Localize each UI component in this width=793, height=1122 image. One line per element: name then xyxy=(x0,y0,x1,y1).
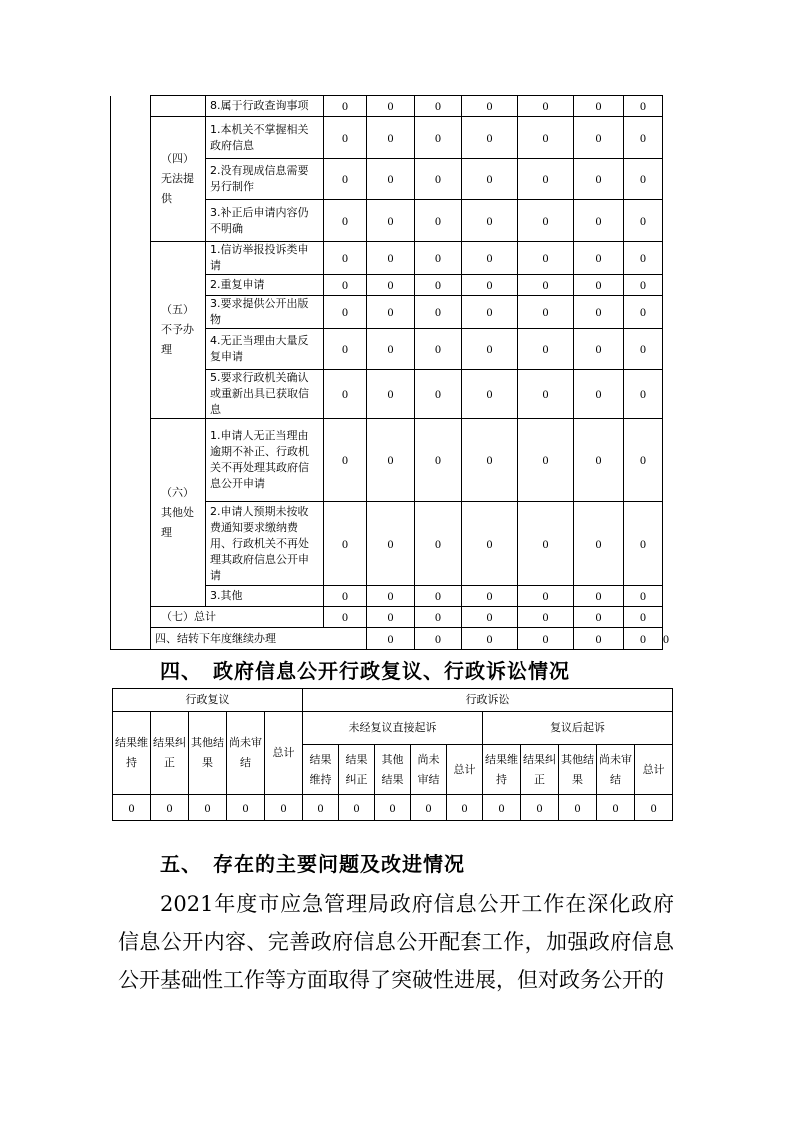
value-cell: 0 xyxy=(483,795,521,821)
value-cell: 0 xyxy=(624,117,663,159)
value-cell: 0 xyxy=(624,419,663,502)
value-cell: 0 xyxy=(367,419,415,502)
value-cell: 0 xyxy=(624,242,663,275)
value-cell: 0 xyxy=(624,370,663,419)
value-cell: 0 xyxy=(518,200,574,242)
carry-over-label: 四、结转下年度继续办理 xyxy=(151,628,367,650)
value-cell: 0 xyxy=(518,96,574,117)
value-cell: 0 xyxy=(415,586,462,607)
value-cell: 0 xyxy=(415,296,462,329)
value-cell: 0 xyxy=(574,502,624,586)
value-cell: 0 xyxy=(367,200,415,242)
direct-col-header: 结果纠正 xyxy=(339,745,375,795)
value-cell: 0 xyxy=(462,96,518,117)
value-cell: 0 xyxy=(518,370,574,419)
value-cell: 0 xyxy=(624,96,663,117)
value-cell: 0 xyxy=(324,607,367,628)
value-cell: 0 xyxy=(518,242,574,275)
value-cell: 0 xyxy=(624,586,663,607)
value-cell: 0 xyxy=(375,795,411,821)
item-label: 4.无正当理由大量反复申请 xyxy=(206,329,324,370)
value-cell: 0 xyxy=(624,502,663,586)
value-cell: 0 xyxy=(574,628,624,650)
value-cell: 0 xyxy=(303,795,339,821)
value-cell: 0 xyxy=(518,159,574,200)
value-cell: 0 xyxy=(574,242,624,275)
value-cell: 0 xyxy=(339,795,375,821)
value-cell: 0 xyxy=(415,329,462,370)
category-cell: （四）无法提供 xyxy=(151,117,206,242)
value-cell: 0 xyxy=(415,419,462,502)
value-cell: 0 xyxy=(447,795,483,821)
item-label: 3.要求提供公开出版物 xyxy=(206,296,324,329)
item-label: 2.没有现成信息需要另行制作 xyxy=(206,159,324,200)
value-cell: 0 xyxy=(518,628,574,650)
value-cell: 0 xyxy=(324,586,367,607)
value-cell: 0 xyxy=(324,329,367,370)
direct-col-header: 总计 xyxy=(447,745,483,795)
outer-category-cell xyxy=(111,96,151,650)
value-cell: 0 xyxy=(415,159,462,200)
value-cell: 0 xyxy=(462,502,518,586)
value-cell: 0 xyxy=(367,296,415,329)
direct-col-header: 结果维持 xyxy=(303,745,339,795)
value-cell: 0 xyxy=(324,370,367,419)
item-label: 2.申请人预期未按收费通知要求缴纳费用、行政机关不再处理其政府信息公开申请 xyxy=(206,502,324,586)
value-cell: 0 xyxy=(324,419,367,502)
value-cell: 0 xyxy=(367,370,415,419)
value-cell: 0 xyxy=(574,419,624,502)
after-col-header: 结果纠正 xyxy=(521,745,559,795)
value-cell: 0 xyxy=(635,795,673,821)
item-label: 3.补正后申请内容仍不明确 xyxy=(206,200,324,242)
value-cell: 0 xyxy=(521,795,559,821)
value-cell: 0 xyxy=(574,586,624,607)
value-cell: 0 xyxy=(151,795,189,821)
value-cell: 0 xyxy=(367,159,415,200)
after-col-header: 尚未审结 xyxy=(597,745,635,795)
value-cell: 0 xyxy=(324,296,367,329)
after-col-header: 总计 xyxy=(635,745,673,795)
value-cell: 0 xyxy=(189,795,227,821)
value-cell: 0 xyxy=(574,96,624,117)
value-cell: 0 xyxy=(574,329,624,370)
value-cell: 0 xyxy=(367,502,415,586)
review-col-header: 尚未审结 xyxy=(227,712,265,795)
application-handling-table: 8.属于行政查询事项 0 0 0 0 0 0 0 （四）无法提供 1.本机关不掌握相关政府信息 0 0 0 0 0 0 0 2.没有现成信息需要另行制作 0 0 0 0 0 0 0 3.补正后申请内容仍不明确 0 0 0 0 0 0 0 （五）不予办理 1.信访举报投诉类申请 0 0 0 0 0 0 0 2.重复申请 0 0 0 0 0 0 0 3.要求提供公开出版物 0 0 0 0 0 0 0 4.无正当理由大量反复申请 0 0 0 0 0 0 0 5.要求行政机关确认或重新出具已获取信息 0 0 0 0 0 0 0 （六）其他处理 1.申请人无正当理由逾期不补正、行政机关不再处理其政府信息公开申请 0 0 0 0 0 0 0 2.申请人预期未按收费通知要求缴纳费用、行政机关不再处理其政府信息公开申请 0 0 0 0 0 0 0 3.其他 0 0 0 0 0 0 0 （七）总计 0 0 0 0 0 0 0 四、结转下年度继续办理 0 0 0 0 0 0 0 xyxy=(110,95,663,650)
value-cell: 0 xyxy=(518,419,574,502)
value-cell: 0 xyxy=(415,607,462,628)
value-cell: 0 xyxy=(462,200,518,242)
value-cell: 0 xyxy=(518,117,574,159)
category-cell xyxy=(151,96,206,117)
section5-paragraph: 2021年度市应急管理局政府信息公开工作在深化政府信息公开内容、完善政府信息公开配套工作，加强政府信息公开基础性工作等方面取得了突破性进展，但对政务公开的 xyxy=(118,892,674,992)
value-cell: 0 xyxy=(518,607,574,628)
value-cell: 0 xyxy=(462,275,518,296)
value-cell: 0 xyxy=(624,159,663,200)
value-cell: 0 xyxy=(265,795,303,821)
value-cell: 0 xyxy=(574,159,624,200)
category-cell: （五）不予办理 xyxy=(151,242,206,419)
value-cell: 0 xyxy=(624,275,663,296)
admin-litigation-header: 行政诉讼 xyxy=(303,689,673,712)
value-cell: 0 xyxy=(624,329,663,370)
item-label: 2.重复申请 xyxy=(206,275,324,296)
value-cell: 0 xyxy=(324,96,367,117)
value-cell: 0 xyxy=(574,117,624,159)
value-cell: 0 xyxy=(415,117,462,159)
value-cell: 0 xyxy=(624,296,663,329)
review-col-header: 其他结果 xyxy=(189,712,227,795)
section4-heading: 四、 政府信息公开行政复议、行政诉讼情况 xyxy=(160,659,570,683)
value-cell: 0 xyxy=(574,275,624,296)
value-cell: 0 xyxy=(462,159,518,200)
value-cell: 0 xyxy=(624,200,663,242)
item-label: 1.申请人无正当理由逾期不补正、行政机关不再处理其政府信息公开申请 xyxy=(206,419,324,502)
value-cell: 0 xyxy=(415,200,462,242)
value-cell: 0 xyxy=(415,370,462,419)
value-cell: 0 xyxy=(367,275,415,296)
direct-suit-header: 未经复议直接起诉 xyxy=(303,712,483,745)
value-cell: 0 xyxy=(415,242,462,275)
value-cell: 0 xyxy=(324,275,367,296)
value-cell: 0 xyxy=(518,296,574,329)
value-cell: 0 xyxy=(518,329,574,370)
direct-col-header: 尚未审结 xyxy=(411,745,447,795)
value-cell: 0 xyxy=(367,117,415,159)
item-label: 8.属于行政查询事项 xyxy=(206,96,324,117)
value-cell: 0 xyxy=(227,795,265,821)
value-cell: 0 xyxy=(411,795,447,821)
value-cell: 0 xyxy=(597,795,635,821)
section5-heading: 五、 存在的主要问题及改进情况 xyxy=(160,852,465,876)
value-cell: 0 xyxy=(367,586,415,607)
admin-review-header: 行政复议 xyxy=(113,689,303,712)
value-cell: 0 xyxy=(518,502,574,586)
review-litigation-table xyxy=(112,688,673,821)
value-cell: 0 xyxy=(415,628,462,650)
value-cell: 0 xyxy=(324,200,367,242)
value-cell: 0 xyxy=(624,628,663,650)
value-cell: 0 xyxy=(518,586,574,607)
value-cell: 0 xyxy=(367,96,415,117)
direct-col-header: 其他结果 xyxy=(375,745,411,795)
value-cell: 0 xyxy=(559,795,597,821)
value-cell: 0 xyxy=(462,370,518,419)
item-label: 1.本机关不掌握相关政府信息 xyxy=(206,117,324,159)
value-cell: 0 xyxy=(574,370,624,419)
value-cell: 0 xyxy=(415,96,462,117)
value-cell: 0 xyxy=(462,628,518,650)
value-cell: 0 xyxy=(367,329,415,370)
value-cell: 0 xyxy=(462,117,518,159)
value-cell: 0 xyxy=(462,329,518,370)
value-cell: 0 xyxy=(415,502,462,586)
value-cell: 0 xyxy=(113,795,151,821)
item-label: 1.信访举报投诉类申请 xyxy=(206,242,324,275)
value-cell: 0 xyxy=(462,296,518,329)
value-cell: 0 xyxy=(518,275,574,296)
value-cell: 0 xyxy=(574,607,624,628)
after-col-header: 其他结果 xyxy=(559,745,597,795)
value-cell: 0 xyxy=(462,586,518,607)
value-cell: 0 xyxy=(574,296,624,329)
value-cell: 0 xyxy=(324,242,367,275)
value-cell: 0 xyxy=(367,628,415,650)
after-col-header: 结果维持 xyxy=(483,745,521,795)
item-label: 3.其他 xyxy=(206,586,324,607)
value-cell: 0 xyxy=(324,159,367,200)
value-cell: 0 xyxy=(462,419,518,502)
value-cell: 0 xyxy=(367,607,415,628)
total-label: （七）总计 xyxy=(151,607,324,628)
review-col-header: 结果纠正 xyxy=(151,712,189,795)
after-review-suit-header: 复议后起诉 xyxy=(483,712,673,745)
category-cell: （六）其他处理 xyxy=(151,419,206,607)
value-cell: 0 xyxy=(624,607,663,628)
value-cell: 0 xyxy=(462,607,518,628)
review-col-header: 总计 xyxy=(265,712,303,795)
value-cell: 0 xyxy=(324,117,367,159)
review-col-header: 结果维持 xyxy=(113,712,151,795)
value-cell: 0 xyxy=(367,242,415,275)
value-cell: 0 xyxy=(574,200,624,242)
value-cell: 0 xyxy=(324,502,367,586)
value-cell: 0 xyxy=(415,275,462,296)
value-cell: 0 xyxy=(462,242,518,275)
item-label: 5.要求行政机关确认或重新出具已获取信息 xyxy=(206,370,324,419)
